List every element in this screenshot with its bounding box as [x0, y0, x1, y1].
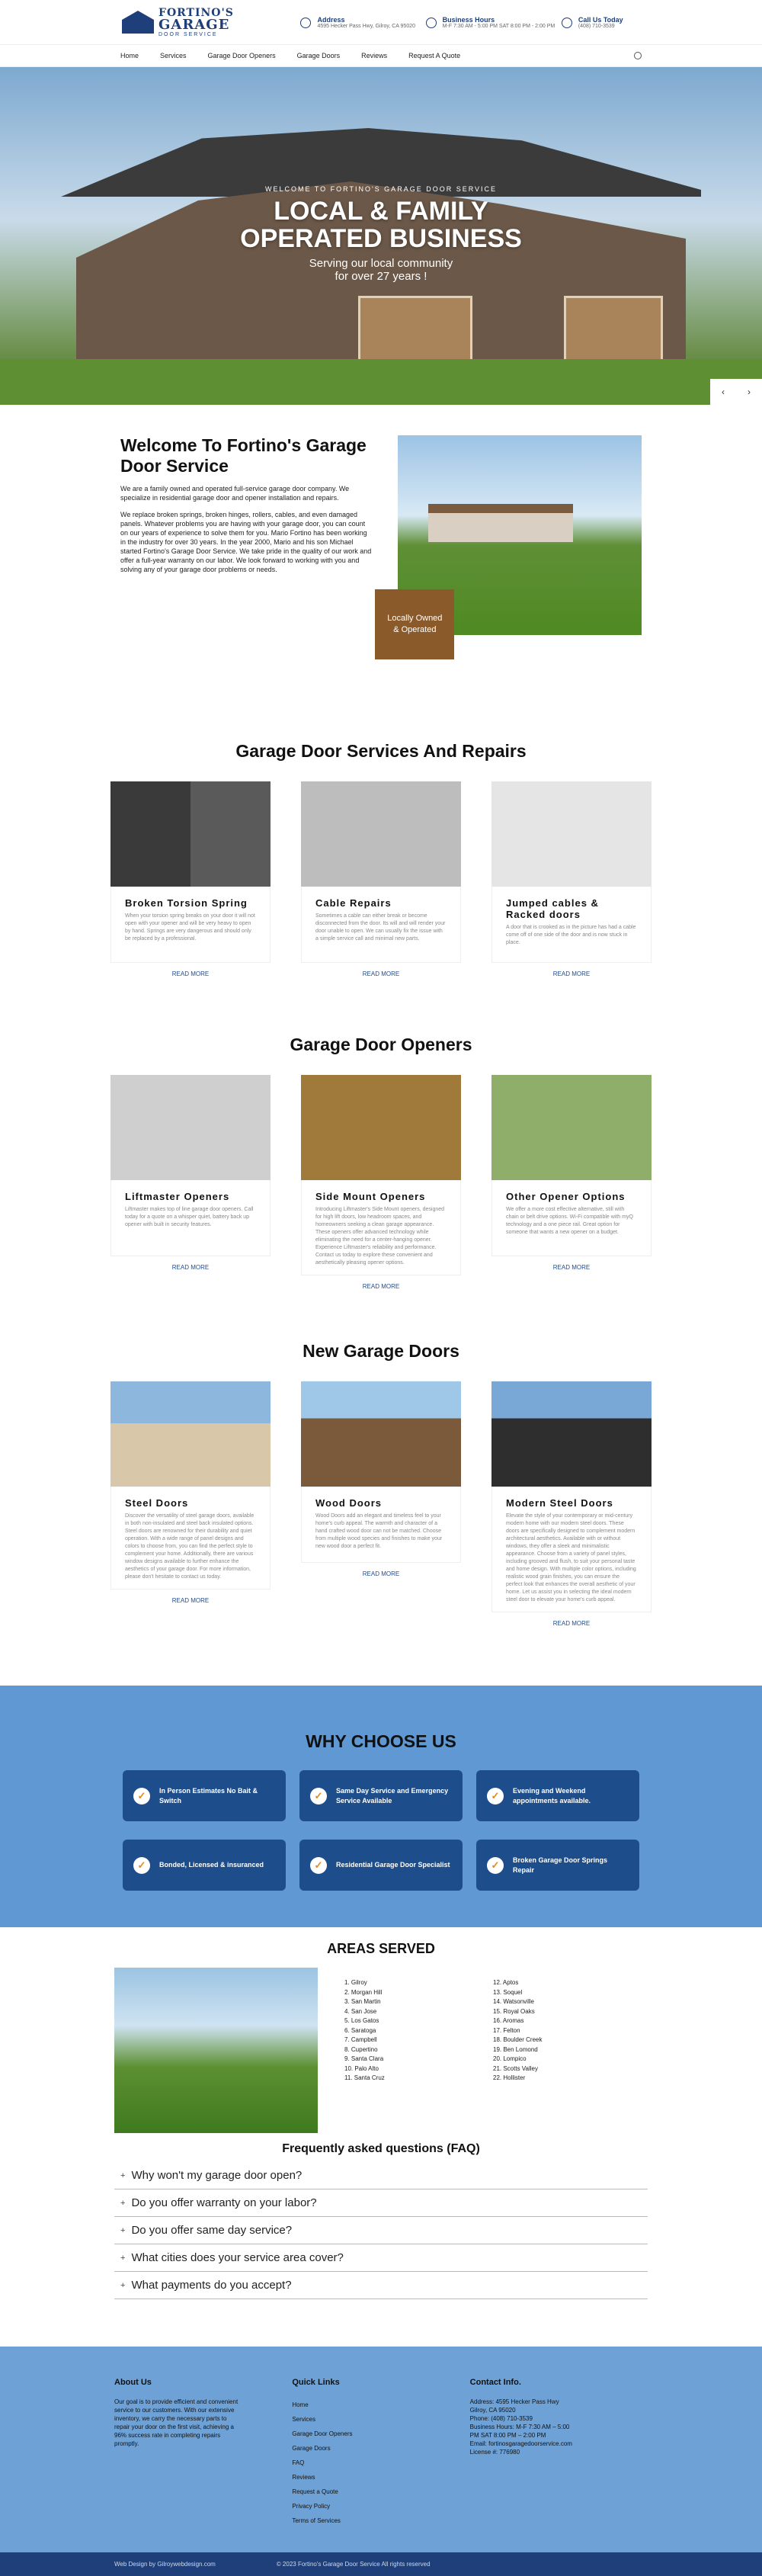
service-card — [110, 781, 271, 977]
footer-about-title: About Us — [114, 2378, 152, 2387]
faq-item[interactable] — [114, 2244, 648, 2272]
area-item: 10. Palo Alto — [344, 2064, 379, 2072]
hero-banner — [0, 67, 762, 405]
nav-garage-door-openers[interactable]: Garage Door Openers — [207, 52, 276, 59]
doors-section — [0, 1341, 762, 1627]
card-image — [491, 1075, 652, 1180]
card-image — [491, 781, 652, 887]
card-title: Jumped cables & Racked doors — [506, 897, 599, 920]
search-icon[interactable] — [634, 52, 642, 59]
area-item: 21. Scotts Valley — [493, 2064, 538, 2072]
area-item: 16. Aromas — [493, 2017, 524, 2024]
footer-link[interactable]: Request a Quote — [292, 2488, 338, 2495]
locally-owned-badge: Locally Owned & Operated — [375, 589, 454, 659]
nav-home[interactable]: Home — [120, 52, 139, 59]
why-choose-us — [0, 1686, 762, 1927]
faq-question[interactable]: Do you offer warranty on your labor? — [131, 2196, 317, 2209]
check-icon: ✓ — [310, 1857, 327, 1874]
faq-item[interactable] — [114, 2217, 648, 2244]
nav-garage-doors[interactable]: Garage Doors — [296, 52, 341, 59]
card-title: Steel Doors — [125, 1497, 189, 1509]
footer-link[interactable]: Services — [292, 2416, 316, 2423]
card-image — [110, 781, 271, 887]
logo-line1: FORTINO'S — [158, 6, 234, 19]
top-header — [0, 0, 762, 44]
read-more-link[interactable]: READ MORE — [362, 1570, 400, 1577]
footer-license: License #: 776980 — [469, 2449, 520, 2456]
footer-email[interactable]: Email: fortinosgaragedoorservice.com — [469, 2440, 572, 2447]
card-title: Cable Repairs — [315, 897, 392, 909]
card-text: Liftmaster makes top of line garage door openers. Call today for a quote on a whisper quiet, battery back up opener with built in security features. — [125, 1207, 254, 1227]
why-title: WHY CHOOSE US — [306, 1731, 456, 1751]
doors-title: New Garage Doors — [303, 1341, 459, 1361]
card-title: Other Opener Options — [506, 1191, 626, 1202]
read-more-link[interactable]: READ MORE — [171, 1597, 210, 1604]
hero-text — [0, 185, 762, 283]
opener-card — [110, 1075, 271, 1290]
read-more-link[interactable]: READ MORE — [362, 1283, 400, 1290]
card-title: Modern Steel Doors — [506, 1497, 613, 1509]
area-item: 19. Ben Lomond — [493, 2045, 538, 2053]
why-item-label: Broken Garage Door Springs Repair — [513, 1856, 608, 1874]
area-item: 20. Lompico — [493, 2055, 527, 2062]
welcome-paragraph-1: We are a family owned and operated full-service garage door company. We specialize in residential garage door and opener installation and repairs. — [120, 485, 350, 502]
hero-title-line2: OPERATED BUSINESS — [240, 224, 522, 253]
footer — [0, 2347, 762, 2552]
areas-image — [114, 1968, 318, 2133]
welcome-image — [387, 435, 642, 635]
repairs-title: Garage Door Services And Repairs — [235, 741, 527, 761]
footer-link[interactable]: Garage Door Openers — [292, 2430, 353, 2437]
check-icon: ✓ — [310, 1788, 327, 1804]
card-text: Introducing Liftmaster's Side Mount openers, designed for high lift doors, low headroom spaces, and homeowners seeking a clean garage appearance. These openers offer advanced technology while eliminating the need for a center-hanging opener. Experience Liftmaster's reliability and performance. Contact us today to explore these convenient and aesthetically pleasing opener options. — [315, 1207, 445, 1266]
faq-question[interactable]: Do you offer same day service? — [131, 2224, 293, 2237]
card-image — [301, 1381, 461, 1487]
area-item: 5. Los Gatos — [344, 2017, 379, 2024]
slider-arrows — [710, 379, 762, 405]
opener-card — [301, 1075, 461, 1290]
copyright-bar — [0, 2552, 762, 2576]
footer-address: Address: 4595 Hecker Pass Hwy Gilroy, CA 95020 — [469, 2398, 559, 2414]
card-image — [301, 781, 461, 887]
faq-section — [114, 2142, 648, 2299]
plus-icon[interactable]: + — [120, 2225, 126, 2235]
address-label: Address — [317, 15, 345, 24]
door-card — [110, 1381, 271, 1627]
check-icon: ✓ — [133, 1857, 150, 1874]
area-item: 1. Gilroy — [344, 1979, 367, 1986]
web-design-credit[interactable]: Web Design by Gilroywebdesign.com — [114, 2561, 216, 2568]
welcome-section — [0, 405, 762, 749]
card-text: We offer a more cost effective alternative, still with chain or belt drive options. Wi-Fi compatible with myQ technology and a one piece rail. Great option for someone that wants a new opener on a budget. — [506, 1207, 633, 1235]
faq-item[interactable] — [114, 2189, 648, 2217]
card-text: When your torsion spring breaks on your door it will not open with your opener and will be very heavy to open by hand. Springs are very dangerous and should only be replaced by a professional. — [125, 913, 255, 942]
footer-about-text: Our goal is to provide efficient and convenient service to our customers. With our extensive inventory, we carry the necessary parts to repair your door on the first visit, achieving a 96% success rate in completing repairs promptly. — [114, 2398, 239, 2447]
footer-link[interactable]: Garage Doors — [292, 2445, 331, 2452]
hero-title-line1: LOCAL & FAMILY — [274, 197, 488, 226]
why-item-label: Bonded, Licensed & insuranced — [159, 1861, 264, 1869]
check-icon: ✓ — [487, 1788, 504, 1804]
areas-title: AREAS SERVED — [327, 1941, 435, 1956]
footer-phone[interactable]: Phone: (408) 710-3539 — [469, 2415, 533, 2422]
area-item: 17. Felton — [493, 2026, 520, 2034]
card-title: Liftmaster Openers — [125, 1191, 230, 1202]
card-text: Elevate the style of your contemporary or mid-century modern home with our modern steel doors. These doors are specifically designed to complement modern architectural aesthetics. Available with or without windows, they offer a sleek and minimalistic appearance. Choose from a variety of panel styles, including grooved and flush, to suit your personal taste and home design. With multiple color options, including realistic wood grain finishes, you can ensure the perfect look that enhances the overall aesthetic of your home. Let us assist you in selecting the ideal modern steel door to elevate your home's curb appeal. — [506, 1513, 636, 1602]
area-item: 8. Cupertino — [344, 2045, 378, 2053]
service-card — [491, 781, 652, 977]
hours-label: Business Hours — [442, 15, 495, 24]
read-more-link[interactable]: READ MORE — [171, 1264, 210, 1271]
card-text: Discover the versatility of steel garage doors, available in both non-insulated and steel back insulated options. Steel doors are renowned for their durability and quiet operation. With a wide range of panel designs and colors to choose from, you can find the perfect style to complement your home. Additionally, there are various window designs available to further enhance the aesthetics of your garage door. For more information, please don't hesitate to contact us today. — [125, 1513, 255, 1580]
plus-icon[interactable]: + — [120, 2253, 126, 2263]
check-icon: ✓ — [487, 1857, 504, 1874]
footer-link[interactable]: Reviews — [292, 2474, 315, 2481]
opener-card — [491, 1075, 652, 1290]
faq-question[interactable]: What cities does your service area cover? — [131, 2251, 344, 2264]
area-item: 12. Aptos — [493, 1979, 519, 1986]
main-nav — [0, 44, 762, 67]
faq-item[interactable] — [114, 2272, 648, 2299]
openers-section — [0, 1035, 762, 1290]
why-item — [476, 1770, 639, 1821]
area-item: 18. Boulder Creek — [493, 2036, 543, 2043]
hero-tagline-line2: for over 27 years ! — [335, 270, 427, 283]
why-item — [123, 1840, 286, 1891]
why-item-label: Evening and Weekend appointments available. — [513, 1786, 591, 1804]
phone-icon — [562, 18, 572, 28]
hero-subtitle: WELCOME TO FORTINO'S GARAGE DOOR SERVICE — [264, 185, 498, 193]
area-item: 7. Campbell — [344, 2036, 377, 2043]
areas-list-2 — [493, 1978, 615, 2133]
card-title: Side Mount Openers — [315, 1191, 426, 1202]
footer-contact-title: Contact Info. — [469, 2378, 521, 2387]
area-item: 15. Royal Oaks — [493, 2007, 535, 2015]
garage-logo-icon — [122, 11, 154, 34]
plus-icon[interactable]: + — [120, 2170, 126, 2180]
area-item: 11. Santa Cruz — [344, 2074, 385, 2081]
read-more-link[interactable]: READ MORE — [552, 970, 591, 977]
card-title: Wood Doors — [315, 1497, 383, 1509]
why-item — [123, 1770, 286, 1821]
card-text: Sometimes a cable can either break or become disconnected from the door. Its will and will render your door unable to open. We can usually fix the issue with a simple service call and minimal new parts. — [315, 913, 446, 942]
service-card — [301, 781, 461, 977]
next-arrow-icon[interactable]: › — [736, 379, 762, 405]
hours-value: M-F 7:30 AM - 5:00 PM SAT 8:00 PM - 2:00 PM — [442, 23, 555, 29]
openers-title: Garage Door Openers — [290, 1035, 472, 1054]
why-item-label: Same Day Service and Emergency Service Available — [336, 1786, 449, 1804]
door-card — [491, 1381, 652, 1627]
address-info — [300, 16, 425, 29]
why-item-label: Residential Garage Door Specialist — [336, 1861, 450, 1869]
location-icon — [300, 18, 311, 28]
area-item: 4. San Jose — [344, 2007, 377, 2015]
hero-lawn — [0, 359, 762, 405]
why-item — [299, 1840, 463, 1891]
phone-number[interactable]: (408) 710-3539 — [578, 23, 615, 29]
read-more-link[interactable]: READ MORE — [362, 970, 400, 977]
why-item-label: In Person Estimates No Bait & Switch — [159, 1786, 258, 1804]
welcome-house — [428, 504, 573, 542]
card-text: Wood Doors add an elegant and timeless feel to your home's curb appeal. The warmth and character of a hand crafted wood door can not be matched. Choose from multiple wood species and finishes to make your new wood door a perfect fit. — [315, 1513, 443, 1549]
copyright-text: © 2023 Fortino's Garage Door Service All rights reserved — [276, 2561, 431, 2568]
footer-hours: Business Hours: M-F 7:30 AM – 5:00 PM SAT 8:00 PM – 2:00 PM — [469, 2424, 570, 2439]
areas-list-1 — [344, 1978, 466, 2133]
logo-line3: DOOR SERVICE — [158, 31, 218, 37]
area-item: 3. San Martin — [344, 1998, 381, 2005]
clock-icon — [426, 18, 437, 28]
nav-request-quote[interactable]: Request A Quote — [408, 52, 461, 59]
footer-link[interactable]: Terms of Services — [292, 2517, 341, 2524]
faq-question[interactable]: What payments do you accept? — [131, 2279, 292, 2292]
hero-tagline-line1: Serving our local community — [309, 257, 453, 270]
area-item: 9. Santa Clara — [344, 2055, 384, 2062]
repairs-section — [0, 741, 762, 977]
footer-links-title: Quick Links — [292, 2378, 340, 2387]
hours-info — [426, 16, 562, 29]
area-item: 13. Soquel — [493, 1988, 523, 1996]
card-title: Broken Torsion Spring — [125, 897, 248, 909]
footer-link[interactable]: Home — [292, 2401, 309, 2408]
footer-link[interactable]: FAQ — [292, 2459, 305, 2466]
read-more-link[interactable]: READ MORE — [552, 1264, 591, 1271]
plus-icon[interactable]: + — [120, 2198, 126, 2208]
address-value: 4595 Hecker Pass Hwy, Gilroy, CA 95020 — [317, 23, 416, 29]
area-item: 6. Saratoga — [344, 2026, 376, 2034]
card-image — [110, 1381, 271, 1487]
card-text: A door that is crooked as in the picture has had a cable come off of one side of the door and is now stuck in place. — [506, 925, 636, 945]
area-item: 14. Watsonville — [493, 1998, 534, 2005]
card-image — [110, 1075, 271, 1180]
footer-links — [292, 2378, 469, 2552]
footer-about — [114, 2378, 292, 2552]
card-image — [301, 1075, 461, 1180]
welcome-paragraph-2: We replace broken springs, broken hinges, rollers, cables, and even damaged panels. Whatever problems you are having with your garage door, you can count on our years of experience to solve them for you. Mario Fortino has been working in the industry for over 30 years. In the year 2000, Mario and his son Michael started Fortino's Garage Door Service. We take pride in the quality of our work and offer a full-year warranty on our labor. We look forward to working with you and solving any of your garage door problems or needs. — [120, 511, 372, 573]
plus-icon[interactable]: + — [120, 2280, 126, 2290]
nav-services[interactable]: Services — [160, 52, 187, 59]
call-label: Call Us Today — [578, 15, 623, 24]
call-info[interactable] — [562, 16, 640, 29]
card-image — [491, 1381, 652, 1487]
faq-question[interactable]: Why won't my garage door open? — [131, 2169, 303, 2182]
footer-link[interactable]: Privacy Policy — [292, 2503, 331, 2510]
door-card — [301, 1381, 461, 1627]
check-icon: ✓ — [133, 1788, 150, 1804]
nav-reviews[interactable]: Reviews — [361, 52, 388, 59]
area-item: 2. Morgan Hill — [344, 1988, 383, 1996]
logo-line2: GARAGE — [158, 16, 230, 33]
site-logo[interactable] — [122, 8, 300, 37]
footer-contact — [470, 2378, 648, 2552]
faq-title: Frequently asked questions (FAQ) — [282, 2142, 480, 2155]
why-item — [476, 1840, 639, 1891]
areas-served — [0, 1941, 762, 2133]
read-more-link[interactable]: READ MORE — [171, 970, 210, 977]
prev-arrow-icon[interactable]: ‹ — [710, 379, 736, 405]
area-item: 22. Hollister — [493, 2074, 526, 2081]
faq-item[interactable] — [114, 2162, 648, 2189]
read-more-link[interactable]: READ MORE — [552, 1620, 591, 1627]
welcome-title: Welcome To Fortino's Garage Door Service — [120, 435, 367, 476]
why-item — [299, 1770, 463, 1821]
